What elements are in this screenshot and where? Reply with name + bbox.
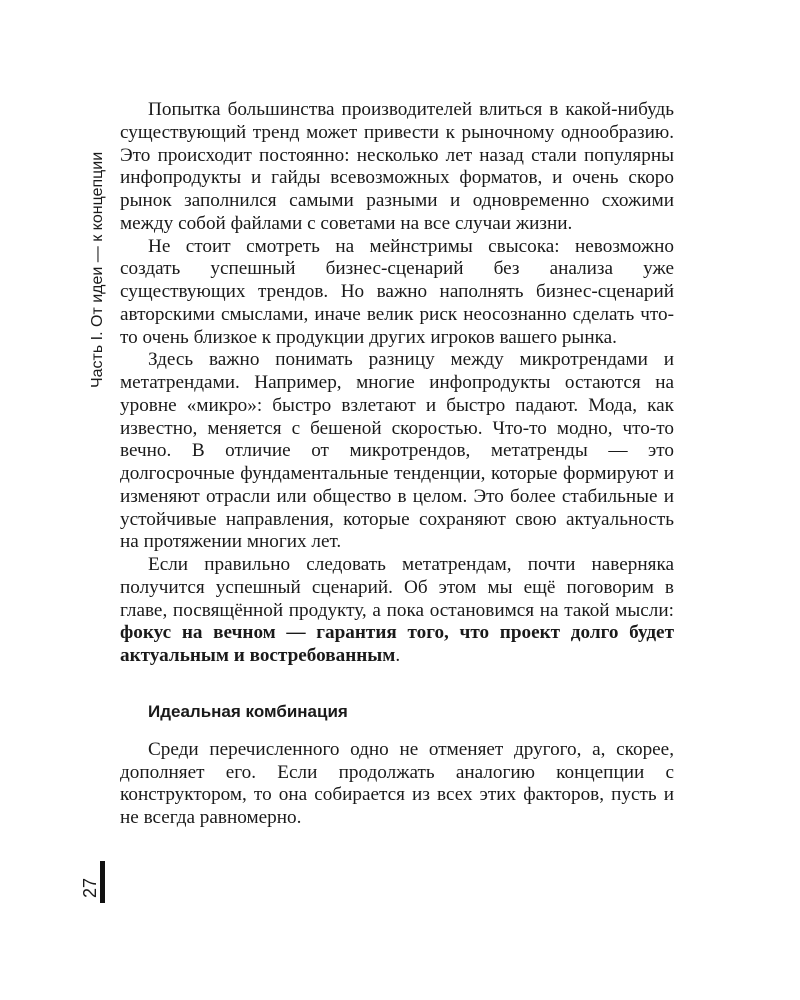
paragraph: Попытка большинства производителей влиться в какой-нибудь существующий тренд может привести к рыночному однообразию. Это происходит постоянно: несколько лет назад стали популярны инфопродукты и гайды всевозможных форматов, и очень скоро рынок заполнился самыми разными и одновременно схожими между собой файлами с советами на все случаи жизни. [120,99,674,234]
page-margin [70,92,110,922]
paragraph-with-emphasis [120,554,674,668]
paragraph-text: Если правильно следовать метатрендам, почти наверняка получится успешный сценарий. Об этом мы ещё поговорим в главе, посвящённой продукту, а пока остановимся на такой мысли: [120,554,674,621]
section-heading: Идеальная комбинация [148,701,348,721]
page-number-bar [100,861,105,903]
running-head: Часть I. От идеи — к концепции [89,151,106,388]
paragraph: Среди перечисленного одно не отменяет другого, а, скорее, дополняет его. Если продолжать аналогию концепции с конструктором, то она собирается из всех этих факторов, пусть и не всегда равномерно. [120,738,674,828]
paragraph-end: . [395,645,401,666]
paragraph: Не стоит смотреть на мейнстримы свысока: невозможно создать успешный бизнес-сценарий без анализа уже существующих трендов. Но важно наполнять бизнес-сценарий авторскими смыслами, иначе велик риск неосознанно сделать что-то очень близкое к продукции других игроков вашего рынка. [120,235,674,348]
paragraph: Здесь важно понимать разницу между микротрендами и метатрендами. Например, многие инфопродукты остаются на уровне «микро»: быстро взлетают и быстро падают. Мода, как известно, меняется с бешеной скоростью. Что-то модно, что-то вечно. В отличие от микротрендов, метатренды — это долгосрочные фундаментальные тенденции, которые формируют и изменяют отрасли или общество в целом. Это более стабильные и устойчивые направления, которые сохраняют свою актуальность на протяжении многих лет. [120,349,674,553]
page-number: 27 [80,878,100,899]
body-text [120,99,674,830]
emphasis-text: фокус на вечном — гарантия того, что проект долго будет актуальным и востребованным [120,622,674,666]
